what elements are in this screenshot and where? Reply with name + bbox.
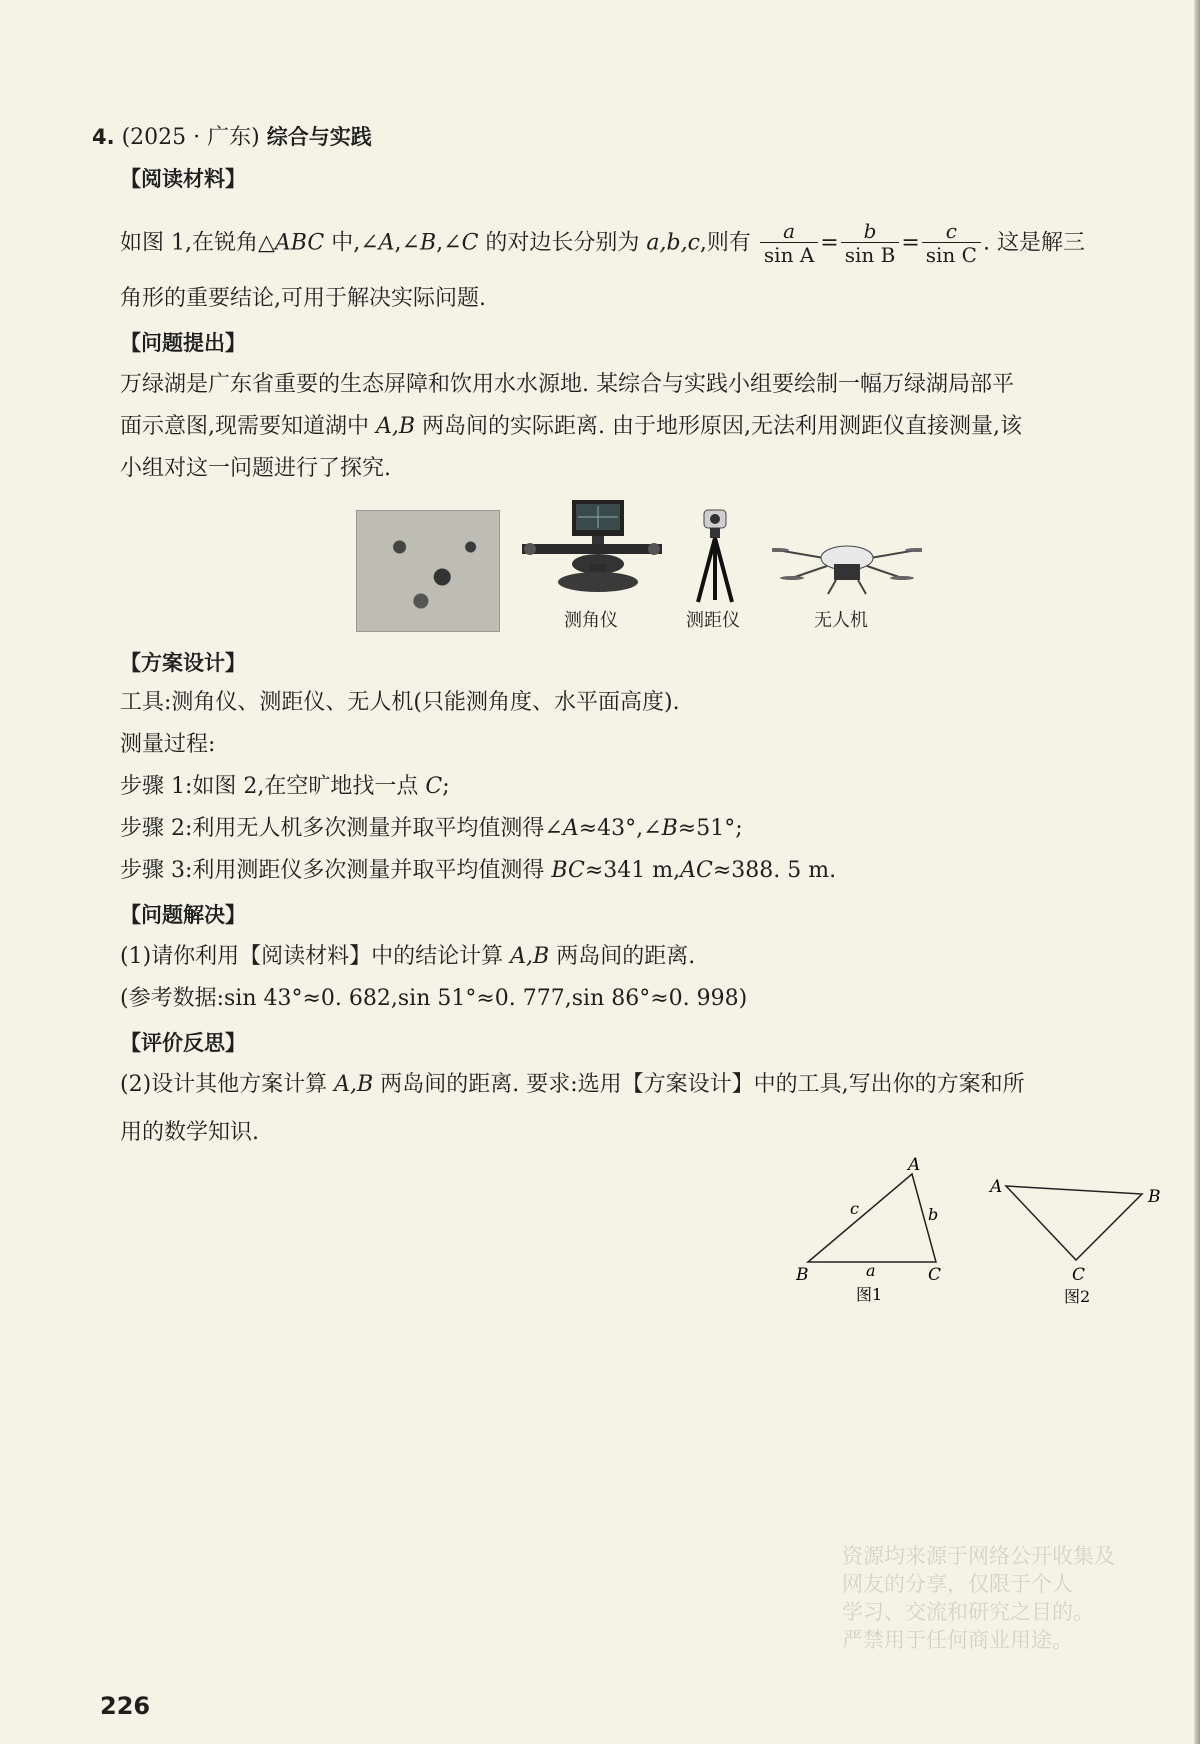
- text: ≈43°,∠: [578, 816, 662, 841]
- figure-1-triangle: [790, 1156, 960, 1306]
- text: ,∠: [394, 230, 420, 256]
- question-source: (2025 · 广东): [121, 125, 260, 150]
- frac-num: b: [841, 220, 900, 243]
- text: 步骤 2:利用无人机多次测量并取平均值测得∠: [120, 816, 563, 841]
- section-problem-heading: 【问题提出】: [120, 331, 246, 355]
- var: ABC: [274, 230, 325, 256]
- problem-line-3: 小组对这一问题进行了探究.: [120, 456, 391, 481]
- section-design-heading: 【方案设计】: [120, 651, 246, 675]
- section-reflect-heading: 【评价反思】: [120, 1031, 246, 1055]
- text: 两岛间的距离.: [549, 944, 696, 969]
- var: B: [419, 230, 437, 256]
- text: ;: [442, 774, 450, 799]
- frac-num: c: [922, 220, 981, 243]
- design-step-1: [120, 772, 450, 802]
- watermark-line: 学习、交流和研究之目的。: [842, 1600, 1094, 1624]
- vertex-label: C: [1072, 1265, 1086, 1285]
- reflect-question-2-line-2: 用的数学知识.: [120, 1120, 259, 1145]
- text: 中,∠: [324, 230, 379, 256]
- watermark: [842, 1542, 1200, 1654]
- photo-label-drone: 无人机: [814, 610, 868, 631]
- design-step-2: [120, 814, 743, 844]
- side-label: a: [866, 1261, 876, 1280]
- watermark-line: 资源均来源于网络公开收集及: [842, 1544, 1115, 1568]
- var: AC: [680, 858, 713, 883]
- text: (2)设计其他方案计算: [120, 1072, 335, 1097]
- page-edge: [1194, 0, 1200, 1744]
- var: C: [461, 230, 479, 256]
- frac-den: sin B: [844, 243, 896, 267]
- figure-caption: 图2: [1064, 1287, 1091, 1306]
- reading-line-1: [120, 220, 1085, 267]
- text: 的对边长分别为: [478, 230, 647, 256]
- triangle-abc: [1006, 1186, 1142, 1260]
- lake-map-photo: [356, 510, 500, 632]
- var: BC: [551, 858, 585, 883]
- text: ,则有: [699, 230, 751, 256]
- fraction-a-over-sinA: [760, 220, 818, 267]
- problem-line-1: 万绿湖是广东省重要的生态屏障和饮用水水源地. 某综合与实践小组要绘制一幅万绿湖局部平: [120, 372, 1014, 397]
- var: a,b,c: [646, 230, 700, 256]
- fraction-b-over-sinB: [841, 220, 900, 267]
- equals: =: [901, 230, 920, 256]
- photo-label-rangefinder: 测距仪: [686, 610, 740, 631]
- page-number: 226: [100, 1692, 151, 1720]
- var: A: [378, 230, 395, 256]
- fraction-c-over-sinC: [922, 220, 981, 267]
- vertex-label: B: [796, 1265, 809, 1285]
- text: . 这是解三: [982, 230, 1085, 256]
- drone-image: [772, 528, 922, 598]
- equals: =: [820, 230, 839, 256]
- text: 步骤 3:利用测距仪多次测量并取平均值测得: [120, 858, 552, 883]
- question-header: [92, 122, 372, 153]
- side-label: c: [850, 1199, 859, 1218]
- section-solve-heading: 【问题解决】: [120, 903, 246, 927]
- reflect-question-2: [120, 1070, 1025, 1100]
- text: 两岛间的距离. 要求:选用【方案设计】中的工具,写出你的方案和所: [373, 1072, 1025, 1097]
- figure-2-triangle: [984, 1168, 1164, 1308]
- var: A,B: [376, 414, 416, 439]
- angle-meter-image: [520, 498, 665, 598]
- vertex-label: A: [908, 1156, 921, 1175]
- side-label: b: [928, 1205, 939, 1224]
- reading-line-2: 角形的重要结论,可用于解决实际问题.: [120, 286, 486, 311]
- var: C: [425, 774, 443, 799]
- var: A,B: [334, 1072, 374, 1097]
- text: ,∠: [436, 230, 462, 256]
- watermark-line: 网友的分享，仅限于个人: [842, 1572, 1073, 1596]
- vertex-label: C: [928, 1265, 942, 1285]
- var: A: [562, 816, 579, 841]
- design-process: 测量过程:: [120, 732, 216, 757]
- vertex-label: B: [1148, 1187, 1161, 1207]
- text: ≈388. 5 m.: [712, 858, 837, 883]
- question-topic: 综合与实践: [266, 125, 372, 149]
- frac-num: a: [760, 220, 818, 243]
- figure-caption: 图1: [856, 1285, 883, 1304]
- solve-reference-data: (参考数据:sin 43°≈0. 682,sin 51°≈0. 777,sin 86°≈0. 998): [120, 986, 748, 1011]
- text: (1)请你利用【阅读材料】中的结论计算: [120, 944, 511, 969]
- photo-label-angle-meter: 测角仪: [564, 610, 618, 631]
- frac-den: sin A: [763, 243, 815, 267]
- design-step-3: [120, 856, 836, 886]
- text: ≈51°;: [677, 816, 743, 841]
- text: ≈341 m,: [584, 858, 681, 883]
- text: 步骤 1:如图 2,在空旷地找一点: [120, 774, 426, 799]
- question-number: 4.: [92, 125, 115, 149]
- var: B: [661, 816, 678, 841]
- vertex-label: A: [990, 1177, 1003, 1197]
- section-reading-heading: 【阅读材料】: [120, 167, 246, 191]
- triangle-abc: [808, 1174, 939, 1262]
- frac-den: sin C: [925, 243, 977, 267]
- watermark-line: 严禁用于任何商业用途。: [842, 1628, 1073, 1652]
- design-tools: 工具:测角仪、测距仪、无人机(只能测角度、水平面高度).: [120, 690, 680, 715]
- text: 两岛间的实际距离. 由于地形原因,无法利用测距仪直接测量,该: [415, 414, 1023, 439]
- rangefinder-image: [690, 508, 740, 604]
- text: 如图 1,在锐角△: [120, 230, 275, 256]
- solve-question-1: [120, 942, 695, 972]
- text: 面示意图,现需要知道湖中: [120, 414, 376, 439]
- var: A,B: [510, 944, 550, 969]
- problem-line-2: [120, 412, 1022, 442]
